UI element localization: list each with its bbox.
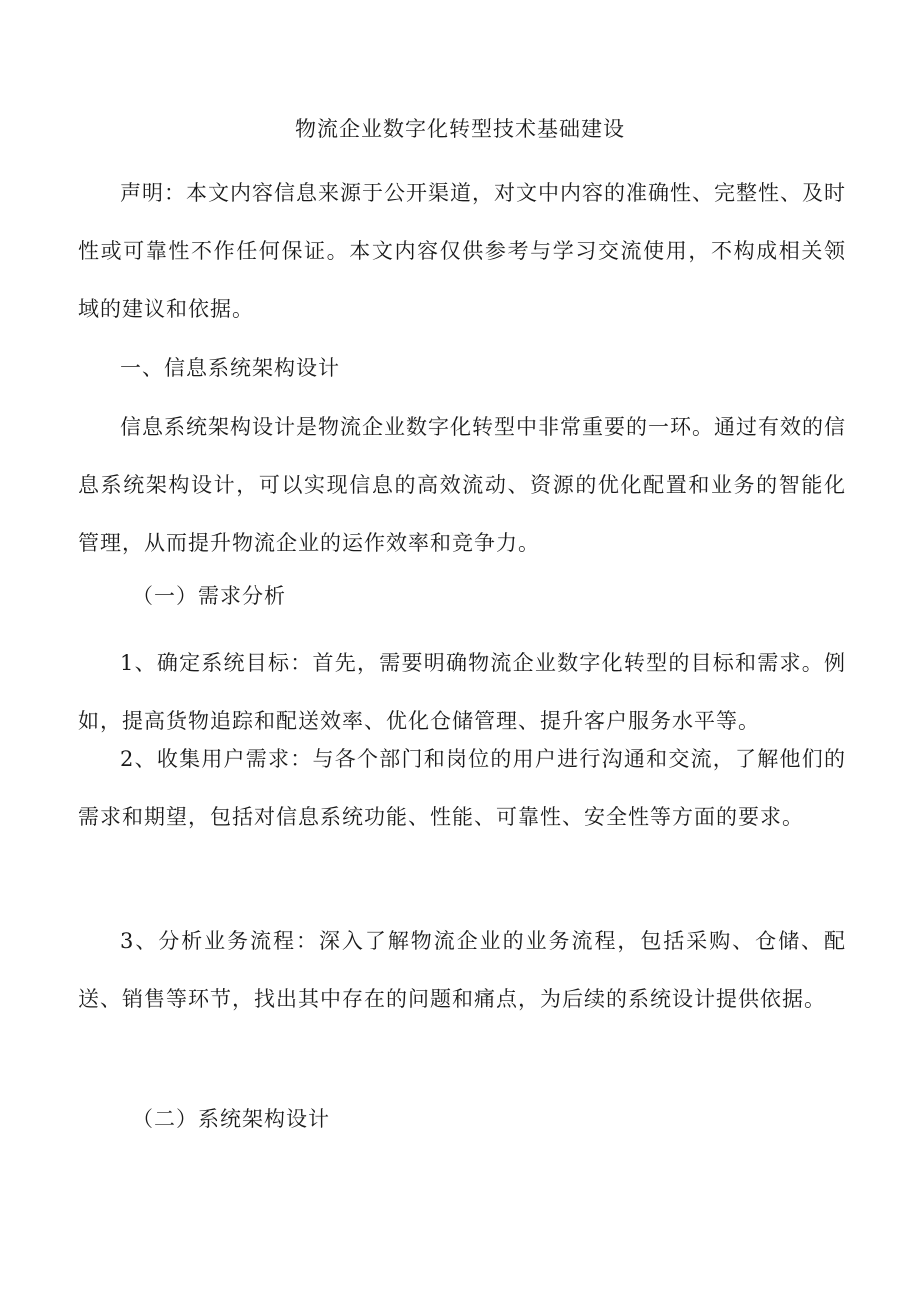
section-intro-paragraph: 信息系统架构设计是物流企业数字化转型中非常重要的一环。通过有效的信息系统架构设计，可以实现信息的高效流动、资源的优化配置和业务的智能化管理，从而提升物流企业的运作效率和竞争力。: [78, 415, 846, 555]
section-heading: 一、信息系统架构设计: [120, 356, 340, 380]
list-item-2: 2、收集用户需求：与各个部门和岗位的用户进行沟通和交流，了解他们的需求和期望，包括对信息系统功能、性能、可靠性、安全性等方面的要求。: [78, 747, 846, 829]
list-item-3: 3、分析业务流程：深入了解物流企业的业务流程，包括采购、仓储、配送、销售等环节，找出其中存在的问题和痛点，为后续的系统设计提供依据。: [78, 929, 846, 1011]
subsection-heading-requirements: （一）需求分析: [132, 584, 286, 608]
subsection-heading-architecture: （二）系统架构设计: [132, 1107, 330, 1131]
list-item-1: 1、确定系统目标：首先，需要明确物流企业数字化转型的目标和需求。例如，提高货物追踪和配送效率、优化仓储管理、提升客户服务水平等。: [78, 651, 846, 733]
document-title: 物流企业数字化转型技术基础建设: [295, 117, 625, 141]
disclaimer-paragraph: 声明：本文内容信息来源于公开渠道，对文中内容的准确性、完整性、及时性或可靠性不作任何保证。本文内容仅供参考与学习交流使用，不构成相关领域的建议和依据。: [78, 181, 846, 321]
